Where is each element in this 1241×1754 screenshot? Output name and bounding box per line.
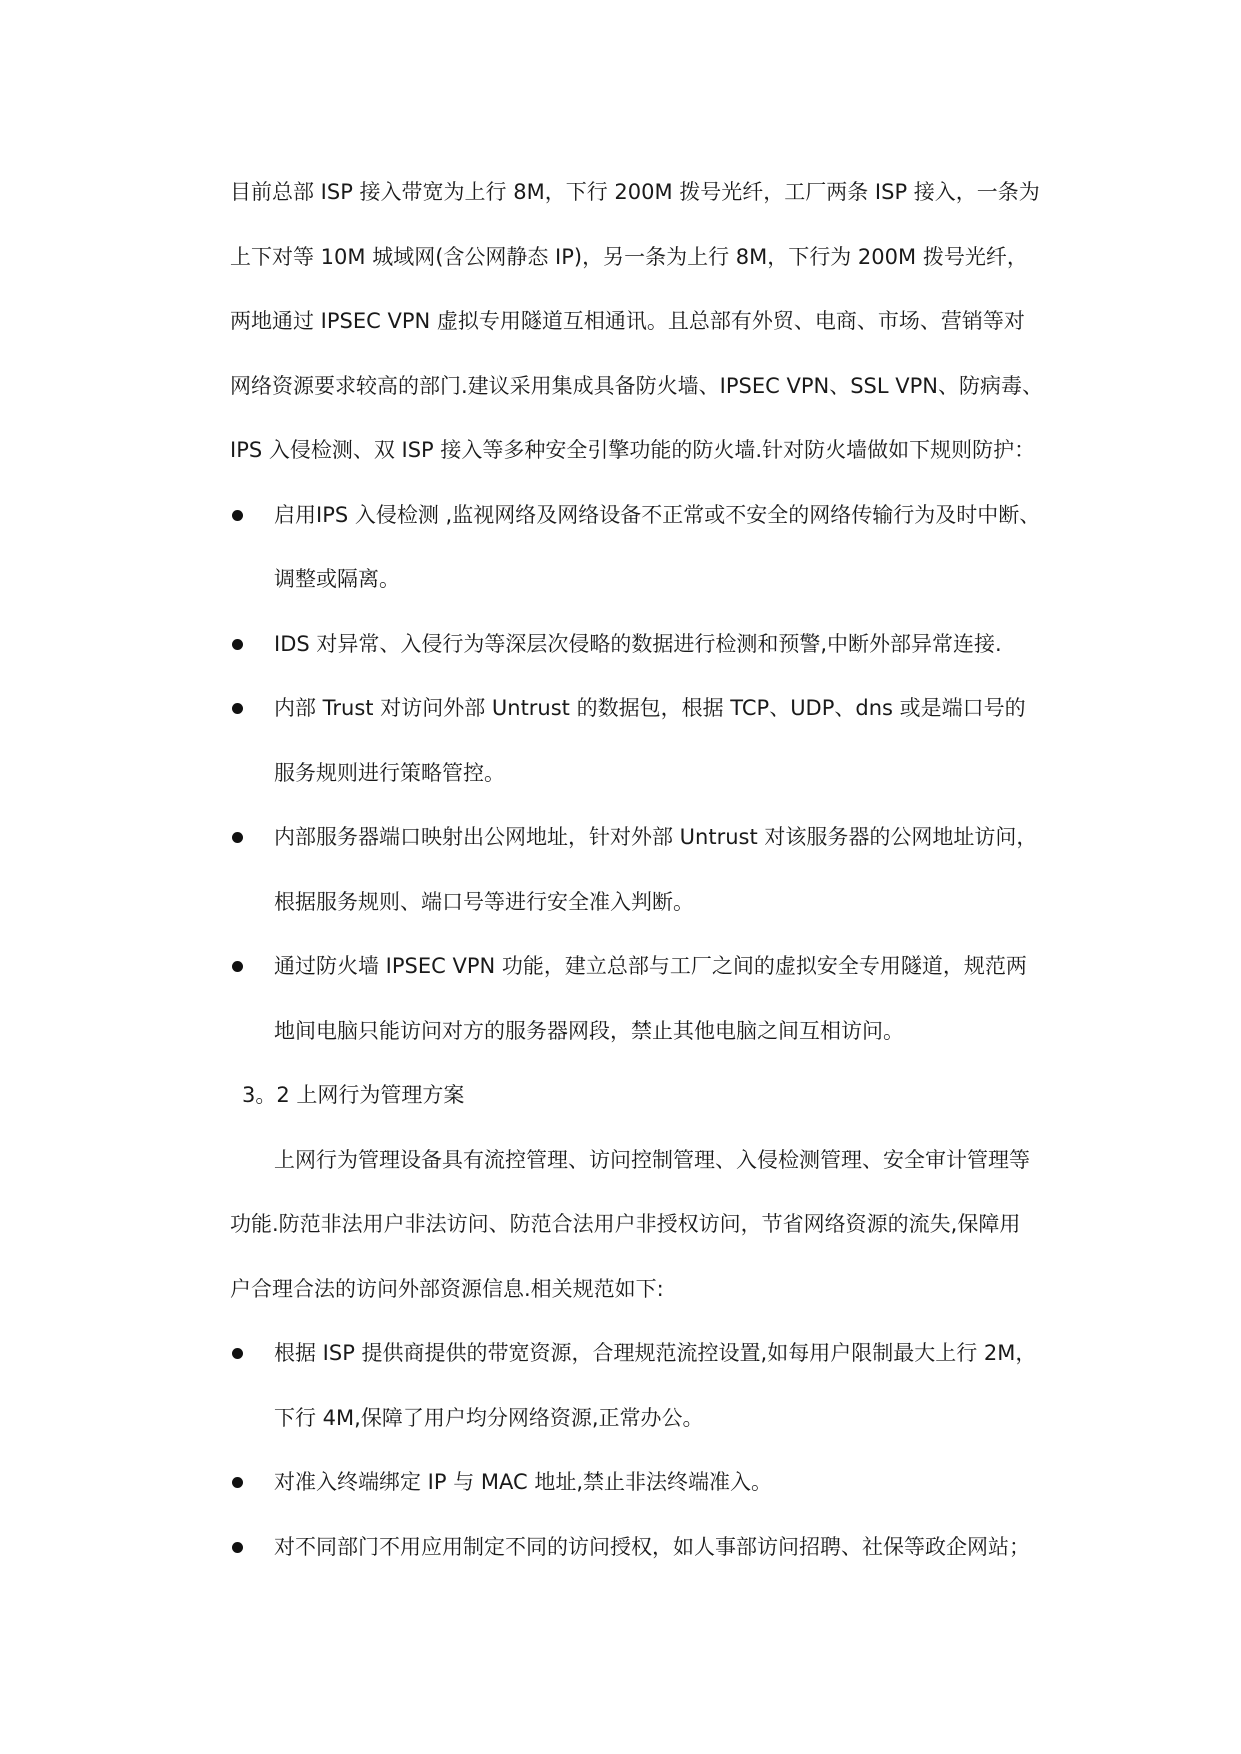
list-item (230, 1515, 1070, 1580)
document-body (230, 160, 1070, 1579)
list-item (230, 612, 1070, 677)
list-item-text: 通过防火墙 IPSEC VPN 功能，建立总部与工厂之间的虚拟安全专用隧道，规范两 (274, 954, 1027, 978)
list-item (230, 934, 1070, 1063)
intro-line: 目前总部 ISP 接入带宽为上行 8M，下行 200M 拨号光纤，工厂两条 ISP 接入，一条为 (230, 180, 1040, 204)
list-item-text: 根据服务规则、端口号等进行安全准入判断。 (274, 889, 694, 914)
list-item (230, 1450, 1070, 1515)
intro-line: IPS 入侵检测、双 ISP 接入等多种安全引擎功能的防火墙.针对防火墙做如下规则防护： (230, 438, 1036, 462)
intro-line: 网络资源要求较高的部门.建议采用集成具备防火墙、IPSEC VPN、SSL VPN、防病毒、 (230, 373, 1043, 398)
intro-line: 两地通过 IPSEC VPN 虚拟专用隧道互相通讯。且总部有外贸、电商、市场、营销等对 (230, 309, 1025, 333)
bullet-icon (232, 703, 243, 714)
list-item (230, 805, 1070, 934)
list-item-text: 服务规则进行策略管控。 (274, 760, 505, 785)
paragraph-line: 上网行为管理设备具有流控管理、访问控制管理、入侵检测管理、安全审计管理等 (274, 1147, 1030, 1172)
behavior-bullet-list (230, 1321, 1070, 1579)
bullet-icon (232, 1542, 243, 1553)
list-item-text: 内部服务器端口映射出公网地址，针对外部 Untrust 对该服务器的公网地址访问， (274, 825, 1038, 849)
list-item-text: 地间电脑只能访问对方的服务器网段，禁止其他电脑之间互相访问。 (274, 1018, 904, 1043)
bullet-icon (232, 1348, 243, 1359)
section-heading: 3。2 上网行为管理方案 (242, 1083, 465, 1107)
list-item-text: 下行 4M,保障了用户均分网络资源,正常办公。 (274, 1405, 704, 1430)
list-item (230, 676, 1070, 805)
bullet-icon (232, 639, 243, 650)
intro-line: 上下对等 10M 城域网(含公网静态 IP)，另一条为上行 8M，下行为 200M 拨号光纤， (230, 244, 1028, 269)
intro-paragraph (230, 160, 1070, 483)
list-item (230, 483, 1070, 612)
bullet-icon (232, 832, 243, 843)
list-item-text: 根据 ISP 提供商提供的带宽资源，合理规范流控设置,如每用户限制最大上行 2M， (274, 1341, 1037, 1365)
list-item-text: 对不同部门不用应用制定不同的访问授权，如人事部访问招聘、社保等政企网站； (274, 1534, 1030, 1559)
paragraph-line: 功能.防范非法用户非法访问、防范合法用户非授权访问，节省网络资源的流失,保障用 (230, 1212, 1021, 1236)
list-item-text: 调整或隔离。 (274, 567, 400, 591)
firewall-bullet-list (230, 483, 1070, 1064)
bullet-icon (232, 961, 243, 972)
section-paragraph (230, 1128, 1070, 1322)
list-item-text: 启用IPS 入侵检测 ,监视网络及网络设备不正常或不安全的网络传输行为及时中断、 (274, 502, 1041, 527)
list-item-text: IDS 对异常、入侵行为等深层次侵略的数据进行检测和预警,中断外部异常连接. (274, 631, 1002, 656)
list-item-text: 对准入终端绑定 IP 与 MAC 地址,禁止非法终端准入。 (274, 1470, 773, 1494)
list-item (230, 1321, 1070, 1450)
paragraph-line: 户合理合法的访问外部资源信息.相关规范如下: (230, 1276, 664, 1301)
bullet-icon (232, 510, 243, 521)
bullet-icon (232, 1477, 243, 1488)
list-item-text: 内部 Trust 对访问外部 Untrust 的数据包，根据 TCP、UDP、dns 或是端口号的 (274, 696, 1026, 720)
